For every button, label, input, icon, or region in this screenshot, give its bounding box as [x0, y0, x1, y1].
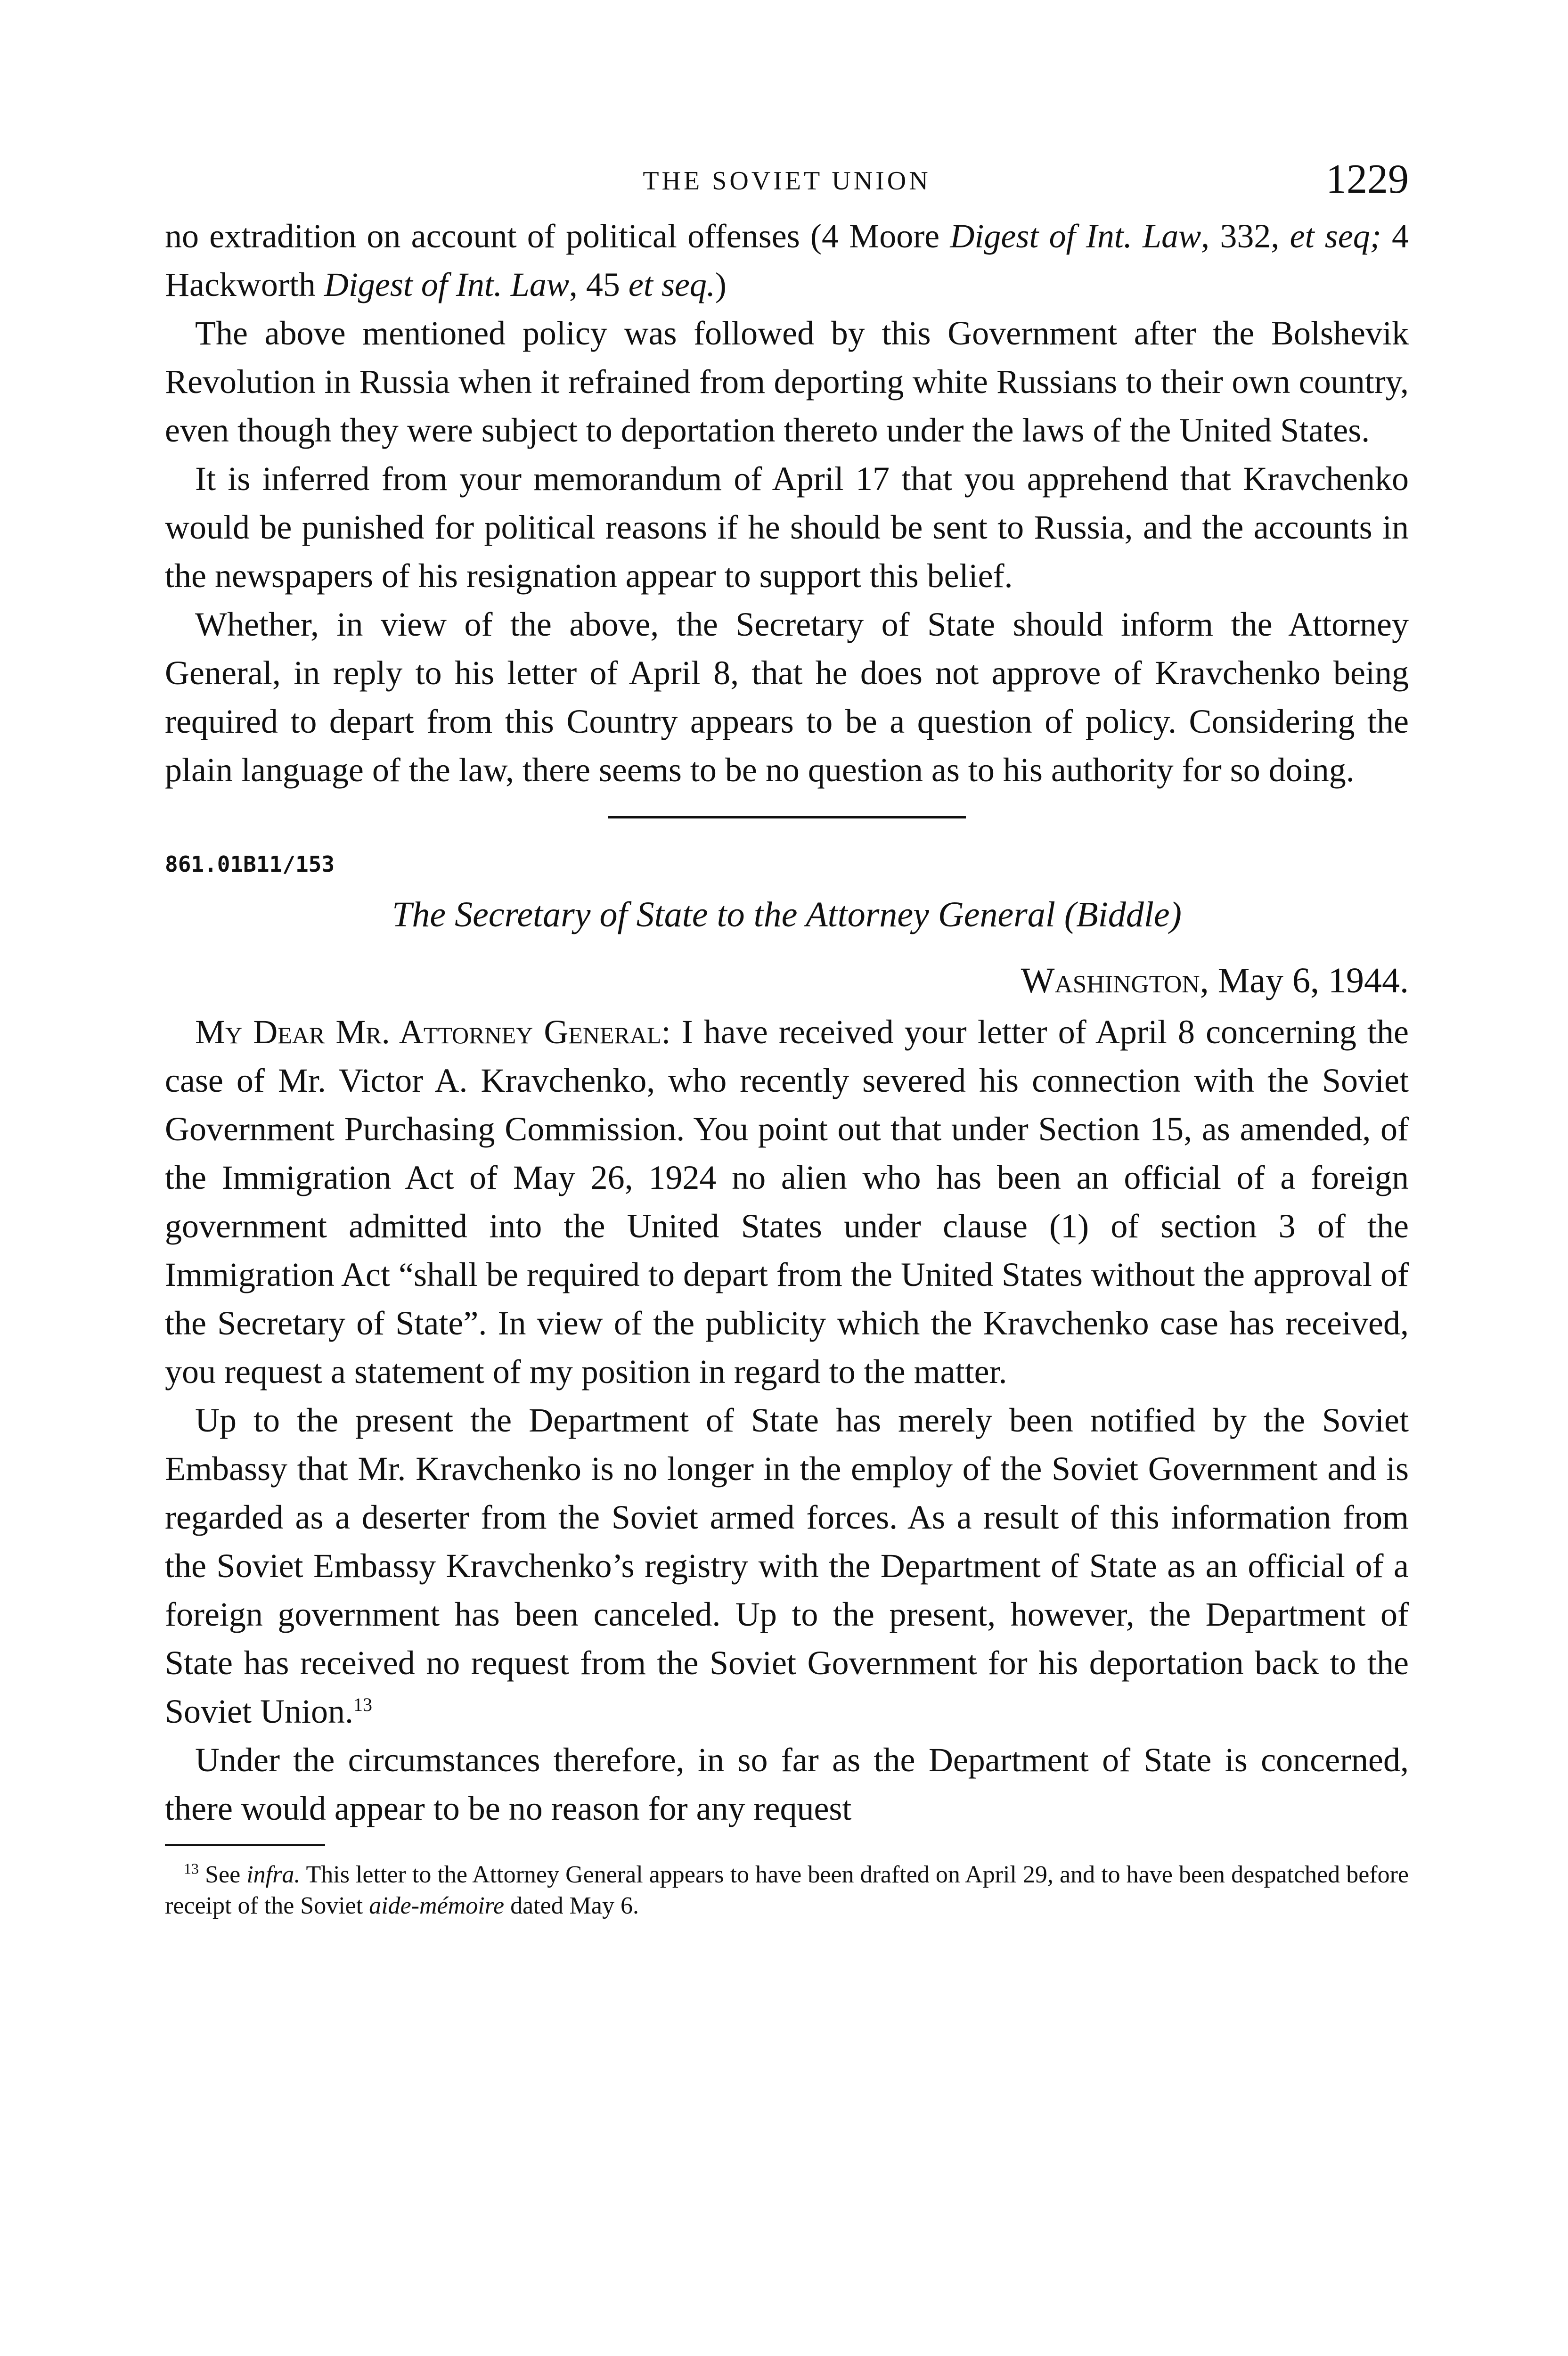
letter-text: Up to the present the Department of State has merely been notified by the Soviet Embassy that Mr. Kravchenko is no longer in the employ of the Soviet Government and is regarded as a deserter from the Soviet armed forces. As a result of this information from the Soviet Embassy Kravchenko’s registry with the Department of State as an official of a foreign government has been canceled. Up to the present, however, the Department of State has received no request from the Soviet Government for his deportation back to the Soviet Union.	[165, 1401, 1409, 1730]
footnote-italic: aide-mémoire	[369, 1892, 505, 1919]
footnote-italic: infra.	[246, 1861, 301, 1888]
document-page	[165, 155, 1409, 1922]
dateline-place: Washington	[1021, 961, 1200, 1000]
letter-paragraph-2	[165, 1396, 1409, 1736]
text-run: 4 Hackworth	[165, 217, 1409, 303]
page-header	[165, 155, 1409, 212]
italic-run: Digest of Int. Law	[324, 266, 569, 303]
text-run: no extradition on account of political offenses (4 Moore	[165, 217, 950, 255]
section-divider	[608, 816, 966, 818]
text-run: , 332,	[1201, 217, 1290, 255]
paragraph-memorandum: It is inferred from your memorandum of April 17 that you apprehend that Kravchenko would be punished for political reasons if he should be sent to Russia, and the accounts in the newspapers of his resignation appear to support this belief.	[165, 460, 1409, 595]
footnote-text: This letter to the Attorney General appears to have been drafted on April 29, and to have been despatched before receipt of the Soviet	[165, 1861, 1409, 1919]
body-text	[165, 212, 1409, 794]
salutation-separator: :	[661, 1013, 682, 1051]
paragraph-continuation	[165, 212, 1409, 309]
running-head: THE SOVIET UNION	[643, 166, 931, 196]
letter-text: I have received your letter of April 8 concerning the case of Mr. Victor A. Kravchenko, who recently severed his connection with the Soviet Government Purchasing Commission. You point out that under Section 15, as amended, of the Immigration Act of May 26, 1924 no alien who has been an official of a foreign government admitted into the United States under clause (1) of section 3 of the Immigration Act “shall be required to depart from the United States without the approval of the Secretary of State”. In view of the publicity which the Kravchenko case has received, you request a statement of my position in regard to the matter.	[165, 1013, 1409, 1391]
footnote-text: dated May 6.	[504, 1892, 639, 1919]
dateline	[165, 957, 1409, 1004]
document-title: The Secretary of State to the Attorney General (Biddle)	[392, 895, 1182, 934]
footnote-reference: 13	[353, 1694, 373, 1715]
italic-run: Digest of Int. Law	[950, 217, 1201, 255]
paragraph-policy: The above mentioned policy was followed by this Government after the Bolshevik Revolution in Russia when it refrained from deporting white Russians to their own country, even though they were subject to deportation thereto under the laws of the United States.	[165, 314, 1409, 449]
page-number: 1229	[1326, 156, 1409, 202]
letter-body	[165, 1008, 1409, 1833]
file-number: 861.01B11/153	[165, 851, 335, 877]
paragraph-question: Whether, in view of the above, the Secretary of State should inform the Attorney General, in reply to his letter of April 8, that he does not approve of Kravchenko being required to depart from this Country appears to be a question of policy. Considering the plain language of the law, there seems to be no question as to his authority for so doing.	[165, 605, 1409, 789]
text-run: , 45	[569, 266, 629, 303]
italic-run: et seq.	[628, 266, 715, 303]
letter-paragraph-3: Under the circumstances therefore, in so far as the Department of State is concerned, there would appear to be no reason for any request	[165, 1741, 1409, 1827]
italic-run: et seq;	[1290, 217, 1381, 255]
footnote-divider	[165, 1844, 325, 1846]
footnote-text: See	[205, 1861, 247, 1888]
footnote-number: 13	[184, 1860, 199, 1877]
dateline-date: , May 6, 1944.	[1200, 961, 1409, 1000]
footnote	[165, 1859, 1409, 1922]
salutation: My Dear Mr. Attorney General	[195, 1013, 662, 1051]
text-run: )	[715, 266, 727, 303]
letter-paragraph-1	[165, 1008, 1409, 1396]
